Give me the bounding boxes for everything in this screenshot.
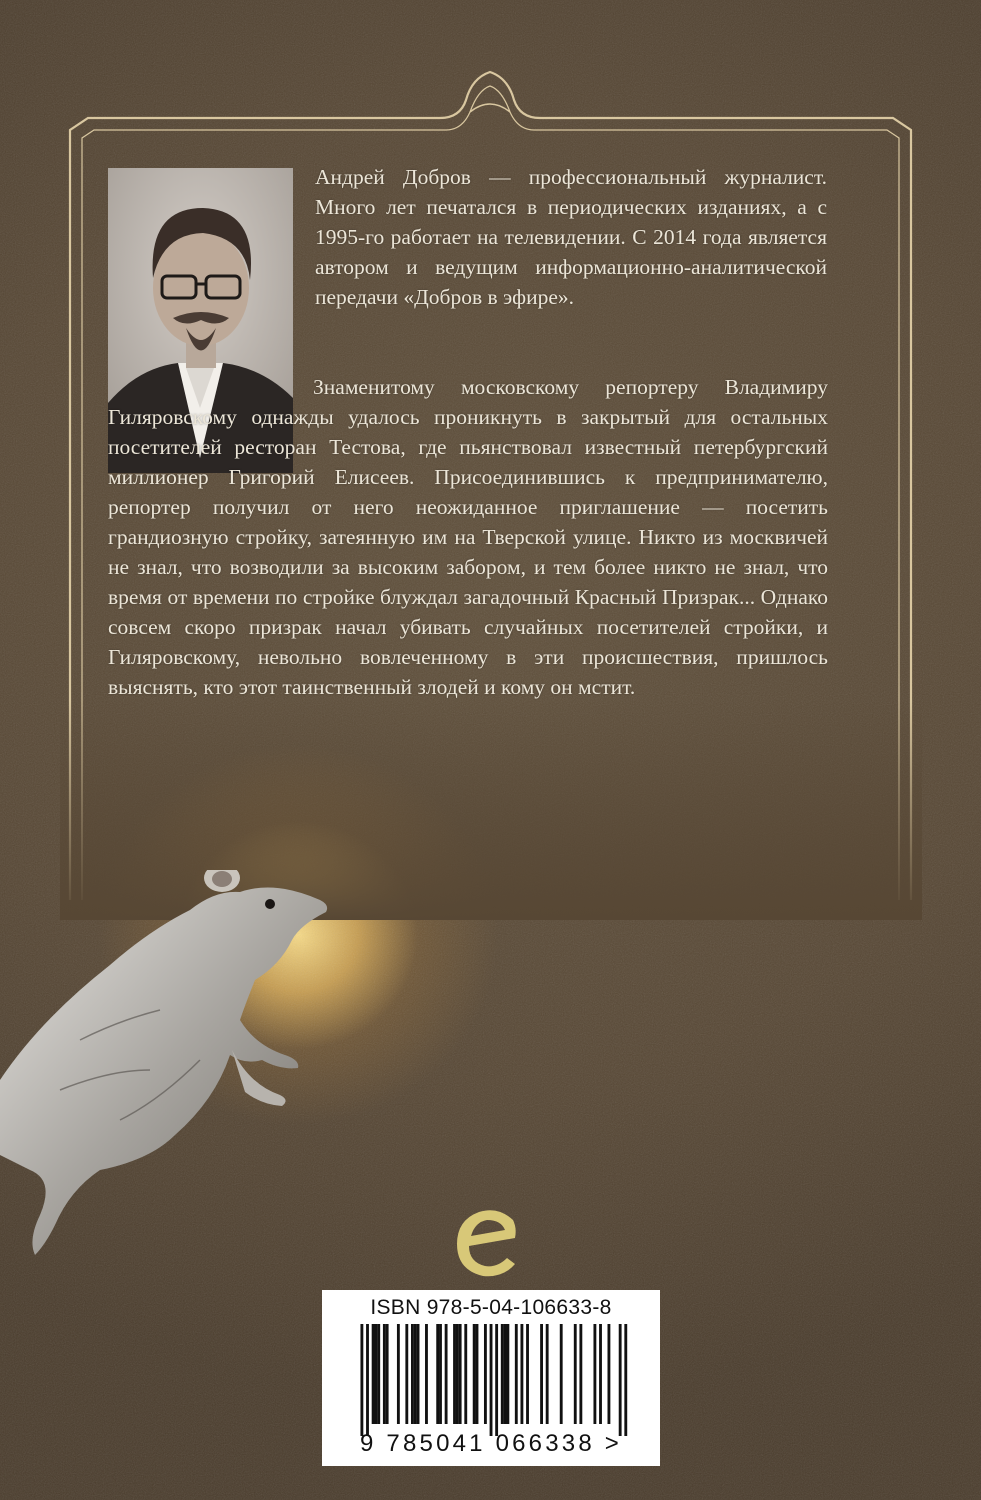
barcode-bar — [453, 1324, 456, 1424]
barcode-bar — [490, 1324, 493, 1436]
barcode-bar — [405, 1324, 408, 1424]
barcode-bar — [366, 1324, 369, 1436]
rat-illustration — [0, 870, 360, 1270]
barcode-bar — [608, 1324, 611, 1424]
barcode-bar — [411, 1324, 414, 1424]
barcode-bar — [546, 1324, 549, 1424]
barcode-bar — [417, 1324, 420, 1424]
barcode-bar — [476, 1324, 479, 1424]
barcode-bar — [484, 1324, 487, 1424]
barcode-bar — [624, 1324, 627, 1436]
barcode-bar — [473, 1324, 476, 1424]
barcode-bar — [495, 1324, 498, 1436]
barcode-bar — [375, 1324, 378, 1424]
barcode-bar — [425, 1324, 428, 1424]
barcode-bar — [501, 1324, 504, 1424]
ean-barcode — [338, 1324, 644, 1436]
barcode-bar — [445, 1324, 448, 1424]
barcode-digits: 9 785041 066338 > — [360, 1430, 622, 1457]
barcode-bar — [414, 1324, 417, 1424]
barcode-bar — [456, 1324, 459, 1424]
barcode-bar — [360, 1324, 363, 1436]
barcode-bar — [579, 1324, 582, 1424]
eksmo-e-logo — [443, 1198, 533, 1288]
barcode-bar — [560, 1324, 563, 1424]
barcode-bar — [599, 1324, 602, 1424]
barcode-bar — [397, 1324, 400, 1424]
barcode-bar — [593, 1324, 596, 1424]
barcode-panel — [322, 1290, 660, 1466]
barcode-bar — [386, 1324, 389, 1424]
barcode-bar — [459, 1324, 462, 1424]
barcode-bar — [515, 1324, 518, 1424]
barcode-bar — [506, 1324, 509, 1424]
barcode-bar — [372, 1324, 375, 1424]
barcode-bar — [383, 1324, 386, 1424]
barcode-bar — [574, 1324, 577, 1424]
barcode-bar — [439, 1324, 442, 1424]
barcode-bar — [504, 1324, 507, 1424]
author-bio: Андрей Добров — профессиональный журналист. Много лет печатался в периодических изданиях, а с 1995-го работает на телевидении. С 2014 года является автором и ведущим информационно-аналитической передачи «Добров в эфире». — [315, 165, 827, 309]
barcode-bar — [377, 1324, 380, 1424]
barcode-bar — [464, 1324, 467, 1424]
barcode-bar — [526, 1324, 529, 1424]
barcode-bar — [619, 1324, 622, 1436]
isbn-label: ISBN 978-5-04-106633-8 — [370, 1296, 612, 1319]
book-synopsis: Знаменитому московскому репортеру Владимиру Гиляровскому однажды удалось проникнуть в закрытый для остальных посетителей ресторан Тестова, где пьянствовал известный петербургский миллионер Григорий Елисеев. Присоединившись к предпринимателю, репортер получил от него неожиданное приглашение — посетить грандиозную стройку, затеянную им на Тверской улице. Никто из москвичей не знал, что возводили за высоким забором, и тем более никто не знал, что время от времени по стройке блуждал загадочный Красный Призрак... Однако совсем скоро призрак начал убивать случайных посетителей стройки, и Гиляровскому, невольно вовлеченному в эти происшествия, пришлось выяснять, кто этот таинственный злодей и кому он мстит. — [108, 375, 828, 699]
barcode-bar — [540, 1324, 543, 1424]
barcode-bar — [436, 1324, 439, 1424]
barcode-bar — [520, 1324, 523, 1424]
